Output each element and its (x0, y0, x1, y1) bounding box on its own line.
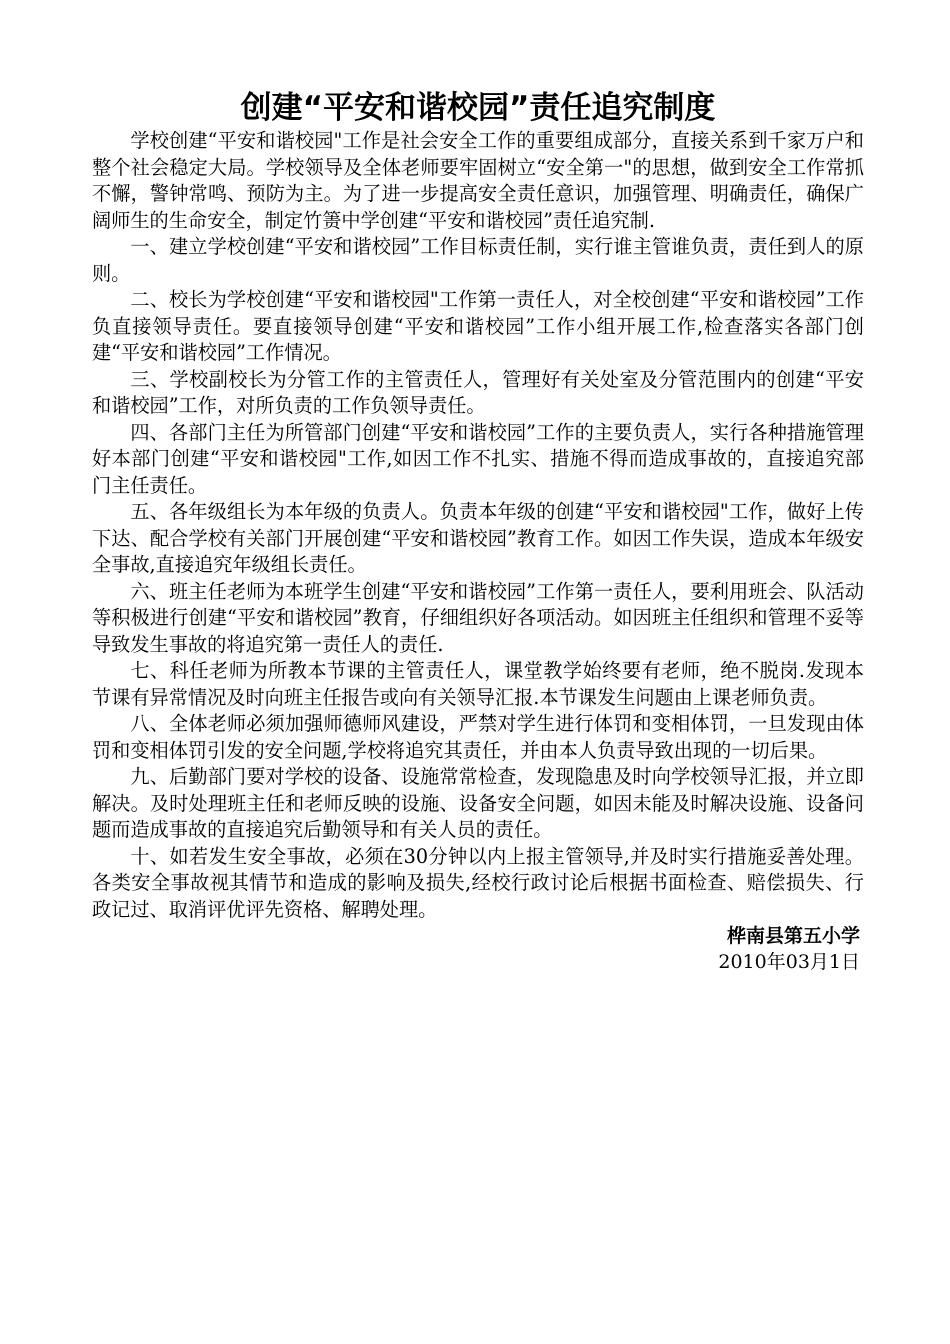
signature-organization: 桦南县第五小学 (726, 925, 860, 947)
intro-paragraph: 学校创建“平安和谐校园"工作是社会安全工作的重要组成部分，直接关系到千家万户和整个社会稳定大局。学校领导及全体老师要牢固树立“安全第一"的思想，做到安全工作常抓不懈，警钟常鸣、预防为主。为了进一步提高安全责任意识，加强管理、明确责任，确保广阔师生的生命安全，制定竹箦中学创建“平安和谐校园”责任追究制. (92, 129, 864, 232)
clause-4: 四、各部门主任为所管部门创建“平安和谐校园”工作的主要负责人，实行各种措施管理好本部门创建“平安和谐校园"工作,如因工作不扎实、措施不得而造成事故的，直接追究部门主任责任。 (92, 420, 864, 497)
clause-2: 二、校长为学校创建“平安和谐校园"工作第一责任人，对全校创建“平安和谐校园”工作负直接领导责任。要直接领导创建“平安和谐校园”工作小组开展工作,检查落实各部门创建“平安和谐校园”工作情况。 (92, 288, 864, 364)
clause-8: 八、全体老师必须加强师德师风建设，严禁对学生进行体罚和变相体罚，一旦发现由体罚和变相体罚引发的安全问题,学校将追究其责任，并由本人负责导致出现的一切后果。 (92, 712, 864, 762)
clause-9: 九、后勤部门要对学校的设备、设施常常检查，发现隐患及时向学校领导汇报，并立即解决。及时处理班主任和老师反映的设施、设备安全问题，如因未能及时解决设施、设备问题而造成事故的直接追究后勤领导和有关人员的责任。 (92, 765, 864, 841)
clause-10: 十、如若发生安全事故，必须在30分钟以内上报主管领导,并及时实行措施妥善处理。各类安全事故视其情节和造成的影响及损失,经校行政讨论后根据书面检查、赔偿损失、行政记过、取消评优评先资格、解聘处理。 (92, 844, 864, 921)
clause-3: 三、学校副校长为分管工作的主管责任人，管理好有关处室及分管范围内的创建“平安和谐校园”工作，对所负责的工作负领导责任。 (92, 367, 864, 417)
signature-block (92, 923, 864, 975)
clause-7: 七、科任老师为所教本节课的主管责任人，课堂教学始终要有老师，绝不脱岗.发现本节课有异常情况及时向班主任报告或向有关领导汇报.本节课发生问题由上课老师负责。 (92, 659, 864, 709)
clause-5: 五、各年级组长为本年级的负责人。负责本年级的创建“平安和谐校园"工作，做好上传下达、配合学校有关部门开展创建“平安和谐校园”教育工作。如因工作失误，造成本年级安全事故,直接追究年级组长责任。 (92, 500, 864, 576)
clause-6: 六、班主任老师为本班学生创建“平安和谐校园”工作第一责任人，要利用班会、队活动等积极进行创建“平安和谐校园”教育，仔细组织好各项活动。如因班主任组织和管理不妥等导致发生事故的将追究第一责任人的责任. (92, 579, 864, 656)
document-body (92, 128, 864, 923)
document-title: 创建“平安和谐校园”责任追究制度 (240, 90, 716, 126)
signature-date: 2010年03月1日 (718, 951, 860, 973)
document-page (92, 88, 864, 975)
clause-1: 一、建立学校创建“平安和谐校园”工作目标责任制，实行谁主管谁负责，责任到人的原则。 (92, 235, 864, 285)
